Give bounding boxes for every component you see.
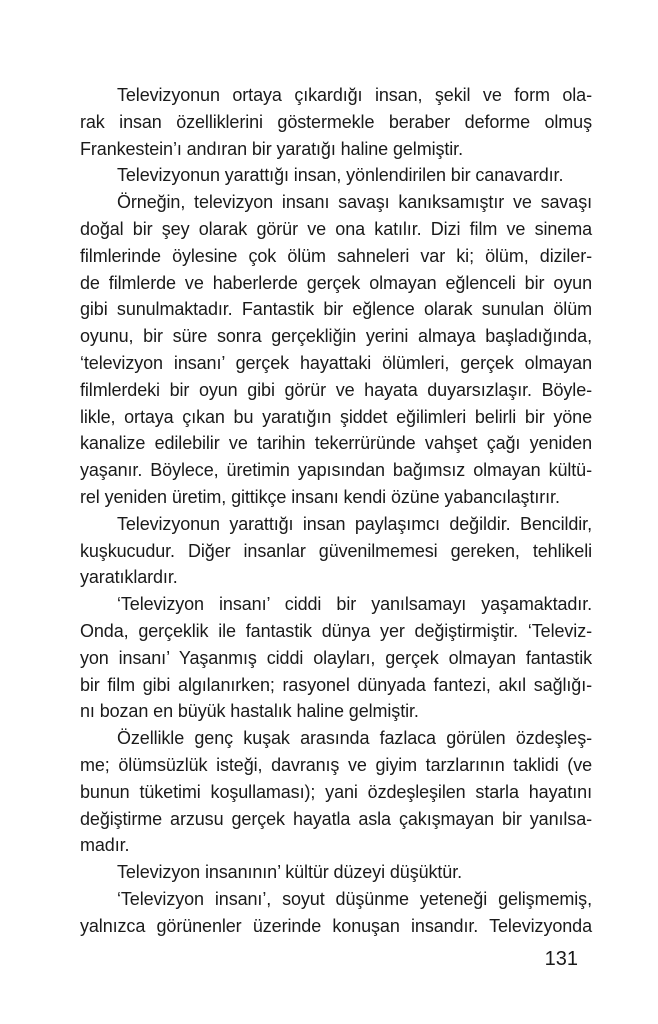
text-line: filmlerdeki bir oyun gibi görür ve hayata duyarsızlaşır. Böyle-: [80, 379, 592, 400]
text-line: Televizyonun ortaya çıkardığı insan, şekil ve form ola-: [117, 85, 592, 105]
text-line: doğal bir şey olarak görür ve ona katılır. Dizi film ve sinema: [80, 218, 592, 239]
text-line: ‘televizyon insanı’ gerçek hayattaki ölümleri, gerçek olmayan: [80, 352, 592, 373]
body-text: [80, 82, 592, 940]
text-line: değiştirme arzusu gerçek hayatla asla çakışmayan bir yanılsa-: [80, 808, 592, 829]
text-line: yon insanı’ Yaşanmış ciddi olayları, gerçek olmayan fantastik: [80, 647, 592, 668]
text-line: kanalize edilebilir ve tarihin tekerrüründe vahşet çağı yeniden: [80, 433, 592, 454]
text-line: madır.: [80, 835, 130, 856]
text-line: Televizyonun yarattığı insan paylaşımcı değildir. Bencildir,: [117, 513, 592, 534]
text-line: yaşanır. Böylece, üretimin yapısından bağımsız olmayan kültü-: [80, 460, 592, 481]
text-line: Onda, gerçeklik ile fantastik dünya yer değiştirmiştir. ‘Televiz-: [80, 620, 592, 641]
paragraph: [80, 82, 592, 162]
text-line: Frankestein’ı andıran bir yaratığı haline gelmiştir.: [80, 138, 463, 159]
text-line: Televizyon insanının’ kültür düzeyi düşüktür.: [117, 862, 463, 883]
text-line: ‘Televizyon insanı’, soyut düşünme yeteneği gelişmemiş,: [117, 888, 592, 909]
text-line: de filmlerde ve haberlerde gerçek olmayan eğlenceli bir oyun: [80, 272, 592, 293]
paragraph: [80, 162, 592, 189]
page-number: 131: [544, 948, 578, 970]
text-line: rel yeniden üretim, gittikçe insanı kendi özüne yabancılaştırır.: [80, 486, 560, 507]
paragraph: [80, 725, 592, 859]
text-line: oyunu, bir süre sonra gerçekliğin yerini almaya başladığında,: [80, 326, 592, 347]
text-line: likle, ortaya çıkan bu yaratığın şiddet eğilimleri belirli bir yöne: [80, 406, 592, 427]
text-line: Örneğin, televizyon insanı savaşı kanıksamıştır ve savaşı: [117, 192, 592, 213]
text-line: ‘Televizyon insanı’ ciddi bir yanılsamayı yaşamaktadır.: [117, 594, 592, 615]
text-line: nı bozan en büyük hastalık haline gelmiştir.: [80, 701, 419, 722]
text-line: Özellikle genç kuşak arasında fazlaca görülen özdeşleş-: [117, 728, 592, 749]
text-line: yaratıklardır.: [80, 567, 178, 588]
paragraph: [80, 511, 592, 591]
text-line: gibi sunulmaktadır. Fantastik bir eğlence olarak sunulan ölüm: [80, 299, 592, 320]
paragraph: [80, 591, 592, 725]
text-line: rak insan özelliklerini göstermekle beraber deforme olmuş: [80, 111, 592, 132]
text-line: me; ölümsüzlük isteği, davranış ve giyim tarzlarının taklidi (ve: [80, 754, 592, 775]
text-line: bir film gibi algılanırken; rasyonel dünyada fantezi, akıl sağlığı-: [80, 674, 592, 695]
text-line: yalnızca görünenler üzerinde konuşan insandır. Televizyonda: [80, 915, 592, 936]
paragraph: [80, 859, 592, 886]
paragraph: [80, 886, 592, 940]
text-line: bunun tüketimi koşullaması); yani özdeşleşilen starla hayatını: [80, 781, 592, 802]
text-line: Televizyonun yarattığı insan, yönlendirilen bir canavardır.: [117, 165, 564, 186]
text-line: kuşkucudur. Diğer insanlar güvenilmemesi gereken, tehlikeli: [80, 540, 592, 561]
text-line: filmlerinde öylesine çok ölüm sahneleri var ki; ölüm, diziler-: [80, 245, 592, 266]
paragraph: [80, 189, 592, 511]
